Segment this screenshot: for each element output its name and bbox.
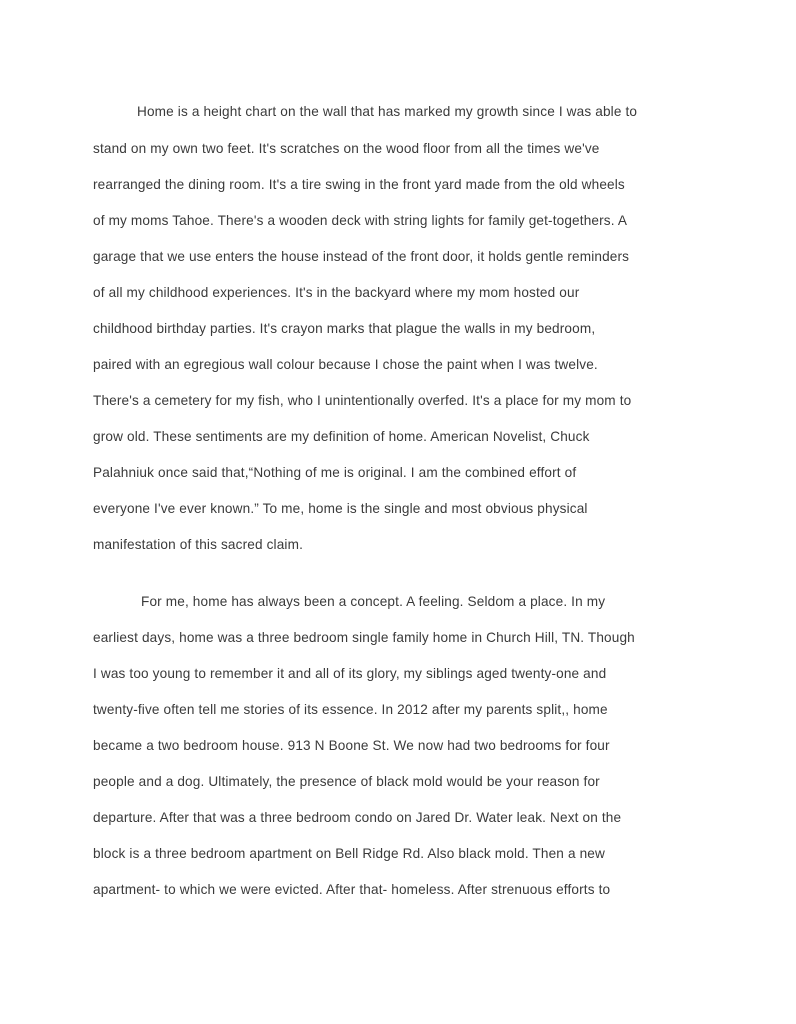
text-line: manifestation of this sacred claim.: [93, 537, 303, 552]
text-line: For me, home has always been a concept. A feeling. Seldom a place. In my: [141, 594, 606, 609]
text-line: people and a dog. Ultimately, the presence of black mold would be your reason for: [93, 774, 600, 789]
text-line: everyone I've ever known.” To me, home is the single and most obvious physical: [93, 501, 588, 516]
text-line: paired with an egregious wall colour because I chose the paint when I was twelve.: [93, 357, 598, 372]
text-line: Palahniuk once said that,“Nothing of me is original. I am the combined effort of: [93, 465, 577, 480]
text-line: twenty-five often tell me stories of its essence. In 2012 after my parents split,, home: [93, 702, 608, 717]
text-line: Home is a height chart on the wall that has marked my growth since I was able to: [137, 104, 638, 119]
text-line: block is a three bedroom apartment on Bell Ridge Rd. Also black mold. Then a new: [93, 846, 605, 861]
text-line: earliest days, home was a three bedroom single family home in Church Hill, TN. Though: [93, 630, 635, 645]
text-line: became a two bedroom house. 913 N Boone St. We now had two bedrooms for four: [93, 738, 610, 753]
text-line: stand on my own two feet. It's scratches on the wood floor from all the times we've: [93, 141, 600, 156]
text-line: of all my childhood experiences. It's in the backyard where my mom hosted our: [93, 285, 580, 300]
text-line: garage that we use enters the house instead of the front door, it holds gentle reminders: [93, 249, 630, 264]
text-line: apartment- to which we were evicted. After that- homeless. After strenuous efforts to: [93, 882, 611, 897]
text-line: of my moms Tahoe. There's a wooden deck with string lights for family get-togethers. A: [93, 213, 628, 228]
text-line: childhood birthday parties. It's crayon marks that plague the walls in my bedroom,: [93, 321, 596, 336]
text-line: There's a cemetery for my fish, who I unintentionally overfed. It's a place for my mom to: [93, 393, 632, 408]
text-line: rearranged the dining room. It's a tire swing in the front yard made from the old wheels: [93, 177, 625, 192]
text-line: departure. After that was a three bedroom condo on Jared Dr. Water leak. Next on the: [93, 810, 622, 825]
text-line: grow old. These sentiments are my definition of home. American Novelist, Chuck: [93, 429, 590, 444]
text-line: I was too young to remember it and all of its glory, my siblings aged twenty-one and: [93, 666, 607, 681]
